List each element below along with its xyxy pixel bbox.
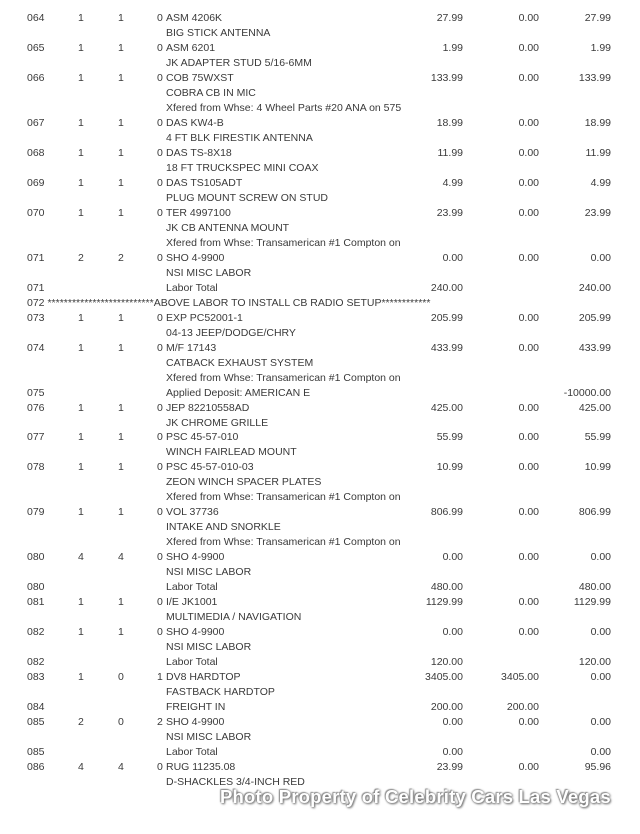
unit-price: 205.99 [430, 311, 463, 324]
extended-amount: 205.99 [578, 311, 611, 324]
part-number: JEP 82210558AD [166, 401, 250, 414]
description-row [0, 266, 640, 280]
line-item-row [0, 176, 640, 190]
description-row [0, 161, 640, 175]
extended-amount: 18.99 [584, 116, 611, 129]
line-item-row [0, 311, 640, 325]
qty-ordered: 2 [78, 251, 84, 264]
line-number: 065 [27, 42, 45, 54]
item-description: 04-13 JEEP/DODGE/CHRY [166, 326, 296, 339]
line-number: 070 [27, 206, 45, 219]
line-number: 084 [27, 701, 45, 714]
qty-ordered: 1 [78, 42, 84, 54]
description-row [0, 535, 640, 549]
unit-price: 0.00 [442, 716, 463, 729]
part-number: I/E JK1001 [166, 596, 218, 609]
unit-price: 23.99 [436, 206, 463, 219]
total-label: Applied Deposit: AMERICAN E [166, 386, 311, 399]
qty-backorder: 0 [157, 626, 163, 639]
line-item-row [0, 760, 640, 774]
item-description: CATBACK EXHAUST SYSTEM [166, 356, 314, 369]
description-row [0, 356, 640, 370]
discount: 0.00 [518, 116, 539, 129]
line-number: 083 [27, 671, 45, 684]
qty-shipped: 1 [118, 506, 124, 519]
extended-amount: 0.00 [590, 626, 611, 639]
line-number: 071 [27, 281, 45, 294]
extended-amount: 55.99 [584, 431, 611, 444]
discount: 3405.00 [501, 671, 539, 684]
line-item-row [0, 251, 640, 265]
description-row [0, 101, 640, 115]
total-row [0, 580, 640, 594]
line-item-row [0, 460, 640, 474]
qty-ordered: 1 [78, 71, 84, 84]
unit-price: 27.99 [436, 12, 463, 24]
qty-ordered: 1 [78, 341, 84, 354]
qty-shipped: 1 [118, 206, 124, 219]
discount: 0.00 [518, 431, 539, 444]
qty-shipped: 1 [118, 596, 124, 609]
qty-shipped: 1 [118, 431, 124, 444]
part-number: SHO 4-9900 [166, 716, 225, 729]
description-row [0, 640, 640, 654]
qty-backorder: 2 [157, 716, 163, 729]
extended-amount: 10.99 [584, 461, 611, 474]
extended-amount: 1.99 [590, 42, 611, 54]
line-item-row [0, 505, 640, 519]
line-item-row [0, 341, 640, 355]
line-item-row [0, 550, 640, 564]
line-number: 080 [27, 551, 45, 564]
unit-price: 10.99 [436, 461, 463, 474]
unit-price: 55.99 [436, 431, 463, 444]
line-item-row [0, 715, 640, 729]
line-item-row [0, 670, 640, 684]
unit-price: 1129.99 [425, 596, 463, 609]
item-description: ZEON WINCH SPACER PLATES [166, 476, 322, 489]
line-item-row [0, 71, 640, 85]
line-number: 080 [27, 581, 45, 594]
description-row [0, 221, 640, 235]
part-number: DAS TS105ADT [166, 176, 243, 189]
line-number: 077 [27, 431, 45, 444]
line-item-row [0, 206, 640, 220]
qty-ordered: 1 [78, 12, 84, 24]
qty-shipped: 4 [118, 551, 124, 564]
extended-amount: 0.00 [590, 551, 611, 564]
discount: 0.00 [518, 251, 539, 264]
discount: 200.00 [506, 701, 539, 714]
extended-amount: 0.00 [590, 746, 611, 758]
discount: 0.00 [518, 506, 539, 519]
description-row [0, 326, 640, 340]
part-number: DV8 HARDTOP [166, 671, 241, 684]
extended-amount: 1129.99 [573, 596, 611, 609]
part-number: COB 75WXST [166, 71, 234, 84]
qty-ordered: 1 [78, 401, 84, 414]
line-number: 079 [27, 506, 45, 519]
line-number: 064 [27, 12, 45, 24]
part-number: DAS KW4-B [166, 116, 224, 129]
unit-price: 200.00 [430, 701, 463, 714]
discount: 0.00 [518, 176, 539, 189]
qty-backorder: 0 [157, 176, 163, 189]
qty-backorder: 0 [157, 761, 163, 773]
extended-amount: -10000.00 [563, 386, 611, 399]
item-description: MULTIMEDIA / NAVIGATION [166, 611, 302, 624]
line-number: 075 [27, 386, 45, 399]
description-row [0, 610, 640, 624]
qty-ordered: 4 [78, 761, 84, 773]
description-row [0, 416, 640, 430]
unit-price: 480.00 [430, 581, 463, 594]
extended-amount: 0.00 [590, 716, 611, 729]
qty-ordered: 4 [78, 551, 84, 564]
item-description: JK ADAPTER STUD 5/16-6MM [166, 56, 312, 69]
discount: 0.00 [518, 461, 539, 474]
discount: 0.00 [518, 626, 539, 639]
qty-backorder: 1 [157, 671, 163, 684]
qty-ordered: 1 [78, 626, 84, 639]
line-number: 085 [27, 716, 45, 729]
qty-ordered: 1 [78, 206, 84, 219]
line-number: 071 [27, 251, 45, 264]
line-number: 085 [27, 746, 45, 758]
description-row [0, 445, 640, 459]
part-number: EXP PC52001-1 [166, 311, 243, 324]
extended-amount: 0.00 [590, 251, 611, 264]
unit-price: 1.99 [442, 42, 463, 54]
part-number: DAS TS-8X18 [166, 146, 232, 159]
description-row [0, 86, 640, 100]
total-row [0, 655, 640, 669]
qty-backorder: 0 [157, 461, 163, 474]
qty-ordered: 1 [78, 146, 84, 159]
unit-price: 0.00 [442, 626, 463, 639]
part-number: RUG 11235.08 [166, 761, 236, 773]
extended-amount: 27.99 [584, 12, 611, 24]
separator-note: **************************ABOVE LABOR TO INSTALL CB RADIO SETUP************ [44, 296, 431, 309]
description-row [0, 371, 640, 385]
item-description: JK CB ANTENNA MOUNT [166, 221, 290, 234]
line-item-row [0, 41, 640, 55]
discount: 0.00 [518, 42, 539, 54]
part-number: ASM 4206K [166, 12, 223, 24]
line-number: 074 [27, 341, 45, 354]
qty-backorder: 0 [157, 551, 163, 564]
item-description: 18 FT TRUCKSPEC MINI COAX [166, 161, 319, 174]
total-row [0, 281, 640, 295]
qty-ordered: 1 [78, 671, 84, 684]
qty-backorder: 0 [157, 431, 163, 444]
description-row [0, 191, 640, 205]
unit-price: 433.99 [430, 341, 463, 354]
line-number: 067 [27, 116, 45, 129]
total-label: Labor Total [166, 581, 218, 594]
discount: 0.00 [518, 146, 539, 159]
qty-backorder: 0 [157, 12, 163, 24]
qty-ordered: 1 [78, 176, 84, 189]
part-number: SHO 4-9900 [166, 251, 225, 264]
part-number: VOL 37736 [166, 506, 219, 519]
total-label: Labor Total [166, 656, 218, 669]
line-item-row [0, 401, 640, 415]
line-item-row [0, 430, 640, 444]
discount: 0.00 [518, 311, 539, 324]
qty-shipped: 4 [118, 761, 124, 773]
item-description: INTAKE AND SNORKLE [166, 521, 281, 534]
qty-backorder: 0 [157, 311, 163, 324]
total-row [0, 386, 640, 400]
item-description: JK CHROME GRILLE [166, 416, 269, 429]
item-description: WINCH FAIRLEAD MOUNT [166, 446, 297, 459]
extended-amount: 425.00 [578, 401, 611, 414]
description-row [0, 730, 640, 744]
item-description: COBRA CB IN MIC [166, 86, 256, 99]
qty-backorder: 0 [157, 42, 163, 54]
item-description: NSI MISC LABOR [166, 731, 252, 743]
line-item-row [0, 595, 640, 609]
qty-ordered: 1 [78, 506, 84, 519]
unit-price: 11.99 [437, 146, 463, 159]
item-description: PLUG MOUNT SCREW ON STUD [166, 191, 328, 204]
item-description: Xfered from Whse: Transamerican #1 Compton on [166, 536, 401, 549]
qty-shipped: 1 [118, 311, 124, 324]
unit-price: 0.00 [442, 251, 463, 264]
part-number: M/F 17143 [166, 341, 217, 354]
discount: 0.00 [518, 206, 539, 219]
part-number: ASM 6201 [166, 42, 216, 54]
discount: 0.00 [518, 71, 539, 84]
qty-shipped: 1 [118, 116, 124, 129]
unit-price: 0.00 [442, 551, 463, 564]
line-number: 081 [27, 596, 45, 609]
discount: 0.00 [518, 12, 539, 24]
unit-price: 0.00 [442, 746, 463, 758]
qty-ordered: 1 [78, 431, 84, 444]
item-description: NSI MISC LABOR [166, 641, 252, 654]
part-number: PSC 45-57-010 [166, 431, 239, 444]
line-number: 073 [27, 311, 45, 324]
discount: 0.00 [518, 341, 539, 354]
unit-price: 23.99 [436, 761, 463, 773]
unit-price: 3405.00 [425, 671, 463, 684]
qty-backorder: 0 [157, 146, 163, 159]
discount: 0.00 [518, 551, 539, 564]
extended-amount: 11.99 [585, 146, 611, 159]
qty-shipped: 0 [118, 671, 124, 684]
total-row [0, 700, 640, 714]
qty-backorder: 0 [157, 596, 163, 609]
qty-shipped: 2 [118, 251, 124, 264]
qty-shipped: 0 [118, 716, 124, 729]
unit-price: 120.00 [430, 656, 463, 669]
unit-price: 240.00 [430, 281, 463, 294]
qty-ordered: 1 [78, 311, 84, 324]
part-number: SHO 4-9900 [166, 551, 225, 564]
qty-shipped: 1 [118, 176, 124, 189]
discount: 0.00 [518, 401, 539, 414]
unit-price: 133.99 [430, 71, 463, 84]
discount: 0.00 [518, 596, 539, 609]
extended-amount: 95.96 [584, 761, 611, 773]
extended-amount: 0.00 [590, 671, 611, 684]
line-item-row [0, 146, 640, 160]
qty-ordered: 1 [78, 461, 84, 474]
line-number: 066 [27, 71, 45, 84]
item-description: Xfered from Whse: Transamerican #1 Compton on [166, 236, 401, 249]
line-number: 082 [27, 656, 45, 669]
qty-shipped: 1 [118, 341, 124, 354]
description-row [0, 131, 640, 145]
qty-ordered: 1 [78, 596, 84, 609]
item-description: NSI MISC LABOR [166, 266, 252, 279]
description-row [0, 236, 640, 250]
line-number: 078 [27, 461, 45, 474]
qty-shipped: 1 [118, 12, 124, 24]
description-row [0, 26, 640, 40]
extended-amount: 806.99 [578, 506, 611, 519]
extended-amount: 120.00 [578, 656, 611, 669]
qty-ordered: 1 [78, 116, 84, 129]
total-label: Labor Total [166, 281, 218, 294]
item-description: Xfered from Whse: Transamerican #1 Compton on [166, 371, 401, 384]
item-description: NSI MISC LABOR [166, 566, 252, 579]
item-description: 4 FT BLK FIRESTIK ANTENNA [166, 131, 313, 144]
qty-shipped: 1 [118, 146, 124, 159]
total-label: Labor Total [166, 746, 218, 758]
item-description: BIG STICK ANTENNA [166, 27, 271, 39]
qty-backorder: 0 [157, 71, 163, 84]
description-row [0, 685, 640, 699]
description-row [0, 56, 640, 70]
qty-backorder: 0 [157, 506, 163, 519]
extended-amount: 480.00 [578, 581, 611, 594]
extended-amount: 240.00 [578, 281, 611, 294]
unit-price: 18.99 [436, 116, 463, 129]
line-number: 082 [27, 626, 45, 639]
line-number: 068 [27, 146, 45, 159]
qty-ordered: 2 [78, 716, 84, 729]
separator-text: 072 **************************ABOVE LABOR TO INSTALL CB RADIO SETUP************ [27, 296, 431, 309]
part-number: TER 4997100 [166, 206, 231, 219]
qty-shipped: 1 [118, 71, 124, 84]
line-number: 086 [27, 761, 45, 773]
unit-price: 806.99 [430, 506, 463, 519]
description-row [0, 565, 640, 579]
separator-row [0, 296, 640, 310]
line-item-row [0, 11, 640, 25]
qty-shipped: 1 [118, 461, 124, 474]
qty-shipped: 1 [118, 626, 124, 639]
line-number: 076 [27, 401, 45, 414]
watermark: Photo Property of Celebrity Cars Las Vegas [220, 786, 611, 807]
discount: 0.00 [518, 761, 539, 773]
item-description: D-SHACKLES 3/4-INCH RED [166, 776, 305, 788]
unit-price: 4.99 [442, 176, 463, 189]
qty-backorder: 0 [157, 401, 163, 414]
qty-backorder: 0 [157, 251, 163, 264]
description-row [0, 475, 640, 489]
description-row [0, 490, 640, 504]
total-label: FREIGHT IN [166, 701, 226, 714]
line-item-row [0, 116, 640, 130]
qty-shipped: 1 [118, 42, 124, 54]
total-row [0, 745, 640, 759]
line-item-row [0, 625, 640, 639]
extended-amount: 23.99 [584, 206, 611, 219]
part-number: PSC 45-57-010-03 [166, 461, 254, 474]
qty-backorder: 0 [157, 116, 163, 129]
extended-amount: 133.99 [578, 71, 611, 84]
part-number: SHO 4-9900 [166, 626, 225, 639]
item-description: Xfered from Whse: Transamerican #1 Compton on [166, 491, 401, 504]
qty-backorder: 0 [157, 206, 163, 219]
extended-amount: 433.99 [578, 341, 611, 354]
discount: 0.00 [518, 716, 539, 729]
qty-shipped: 1 [118, 401, 124, 414]
line-number: 069 [27, 176, 45, 189]
extended-amount: 4.99 [590, 176, 611, 189]
unit-price: 425.00 [430, 401, 463, 414]
qty-backorder: 0 [157, 341, 163, 354]
item-description: Xfered from Whse: 4 Wheel Parts #20 ANA on 575 [166, 101, 402, 114]
description-row [0, 520, 640, 534]
item-description: FASTBACK HARDTOP [166, 686, 275, 699]
